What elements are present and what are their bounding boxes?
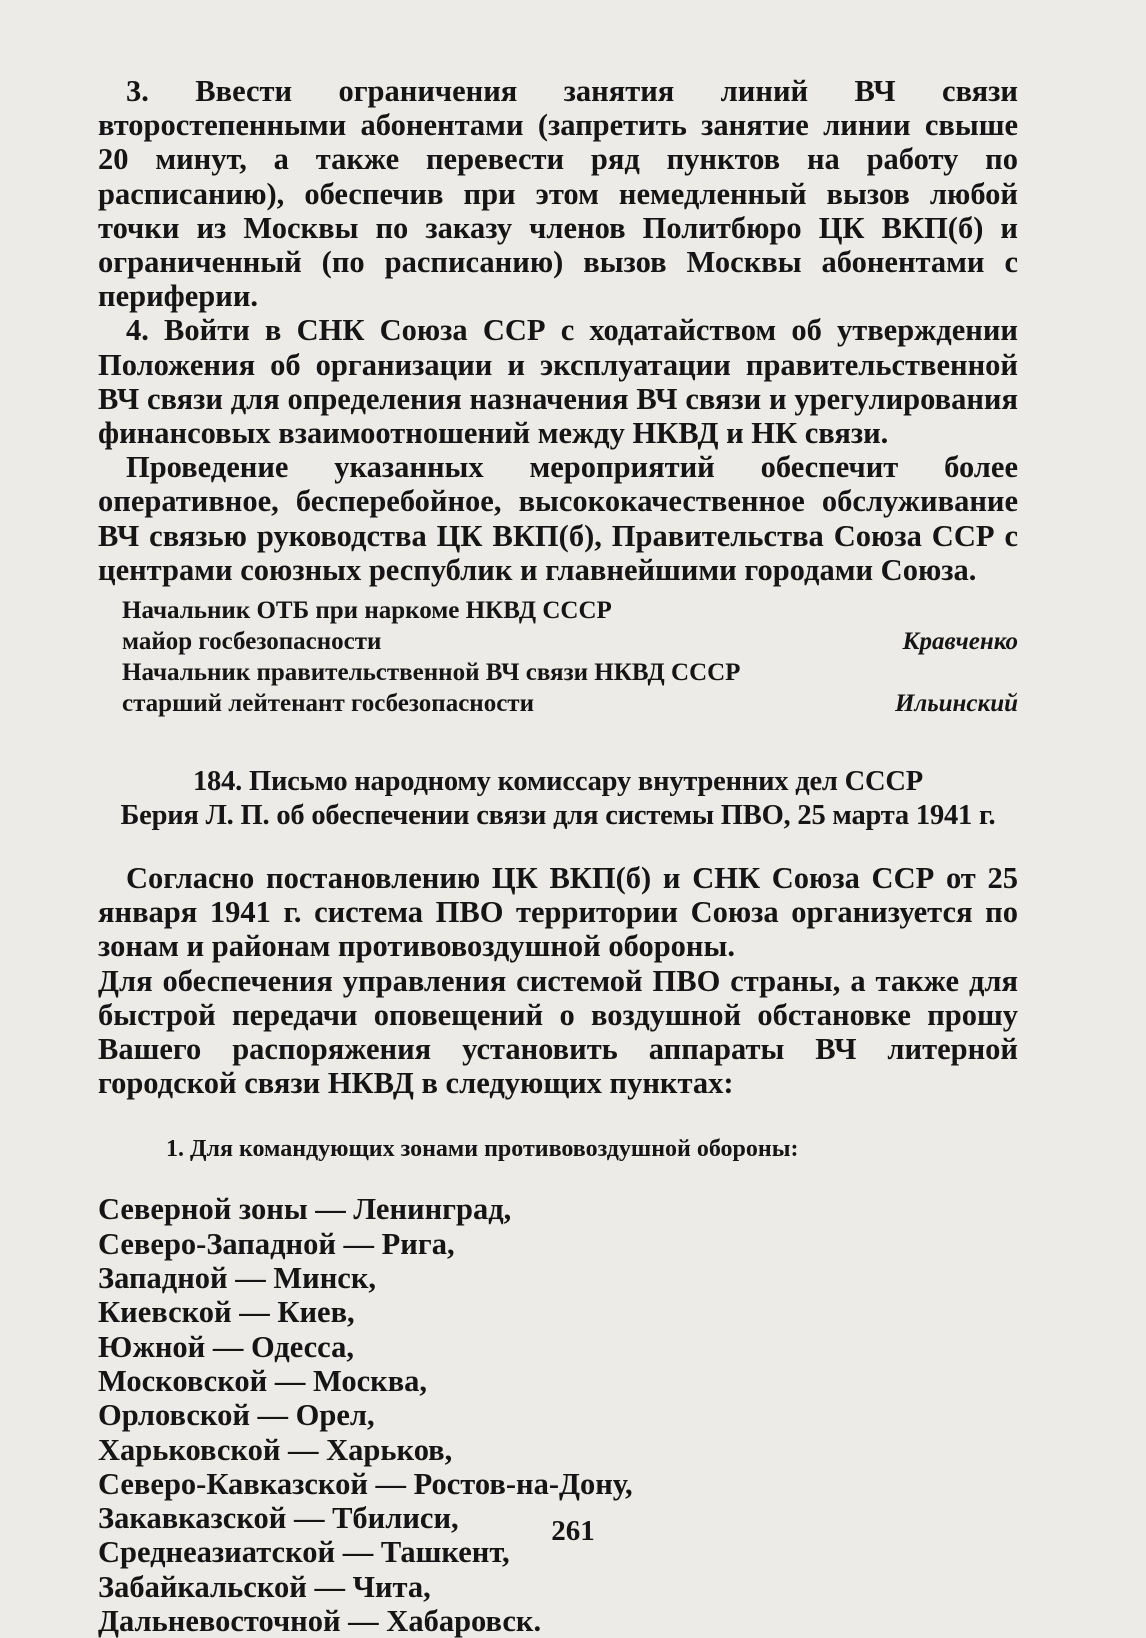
list-item: Северо-Кавказской — Ростов-на-Дону, — [98, 1466, 633, 1501]
signature-first-rank-row — [122, 626, 1018, 657]
list-item: Дальневосточной — Хабаровск. — [98, 1604, 542, 1638]
signature-first-name: Кравченко — [902, 628, 1018, 656]
document-heading-line-2: Берия Л. П. об обеспечении связи для системы ПВО, 25 марта 1941 г. — [120, 800, 996, 832]
paragraph-item-3: 3. Ввести ограничения занятия линий ВЧ связи второстепенными абонентами (запретить занятие линии свыше 20 минут, а также перевести ряд пунктов на работу по расписанию), обеспечив при этом немедленный вызов любой точки из Москвы по заказу членов Политбюро ЦК ВКП(б) и ограниченный (по расписанию) вызов Москвы абонентами с периферии. — [98, 74, 1018, 314]
list-item: Северной зоны — Ленинград, — [98, 1192, 512, 1227]
list-item: Киевской — Киев, — [98, 1295, 355, 1330]
document-heading-line-1: 184. Письмо народному комиссару внутренних дел СССР — [192, 766, 924, 798]
section-heading: 1. Для командующих зонами противовоздушной обороны: — [166, 1136, 799, 1163]
list-item: Южной — Одесса, — [98, 1329, 354, 1364]
list-item: Северо-Западной — Рига, — [98, 1226, 455, 1261]
signature-first-rank: майор госбезопасности — [122, 628, 382, 656]
signature-block — [122, 595, 1018, 719]
signature-second-name: Ильинский — [894, 690, 1018, 718]
list-item: Среднеазиатской — Ташкент, — [98, 1535, 510, 1570]
signature-second-rank: старший лейтенант госбезопасности — [122, 690, 534, 718]
list-item: Закавказской — Тбилиси, — [98, 1501, 459, 1536]
list-item: Орловской — Орел, — [98, 1398, 375, 1433]
paragraph-item-4: 4. Войти в СНК Союза ССР с ходатайством об утверждении Положения об организации и эксплуатации правительственной ВЧ связи для определения назначения ВЧ связи и урегулирования финансовых взаимоотношений между НКВД и НК связи. — [98, 313, 1018, 451]
signature-second-rank-row — [122, 688, 1018, 719]
signature-second-title: Начальник правительственной ВЧ связи НКВД СССР — [122, 659, 741, 687]
signature-first-title: Начальник ОТБ при наркоме НКВД СССР — [122, 597, 612, 625]
paragraph-conclusion: Проведение указанных мероприятий обеспечит более оперативное, бесперебойное, высококачественное обслуживание ВЧ связью руководства ЦК ВКП(б), Правительства Союза ССР с центрами союзных республик и главнейшими городами Союза. — [98, 450, 1018, 587]
list-item: Московской — Москва, — [98, 1363, 428, 1398]
list-item: Западной — Минск, — [98, 1261, 377, 1296]
signature-second-title-row — [122, 657, 1018, 688]
document-heading — [98, 765, 1018, 833]
list-item: Харьковской — Харьков, — [98, 1432, 453, 1467]
list-item: Забайкальской — Чита, — [98, 1569, 431, 1604]
signature-first-title-row — [122, 595, 1018, 626]
zone-list — [98, 1192, 1018, 1638]
document-page — [98, 74, 1018, 1638]
paragraph-request: Для обеспечения управления системой ПВО страны, а также для быстрой передачи оповещений о воздушной обстановке прошу Вашего распоряжения установить аппараты ВЧ литерной городской связи НКВД в следующих пунктах: — [98, 963, 1018, 1101]
page-number: 261 — [551, 1515, 595, 1547]
paragraph-resolution: Согласно постановлению ЦК ВКП(б) и СНК Союза ССР от 25 января 1941 г. система ПВО территории Союза организуется по зонам и районам противовоздушной обороны. — [98, 861, 1018, 964]
